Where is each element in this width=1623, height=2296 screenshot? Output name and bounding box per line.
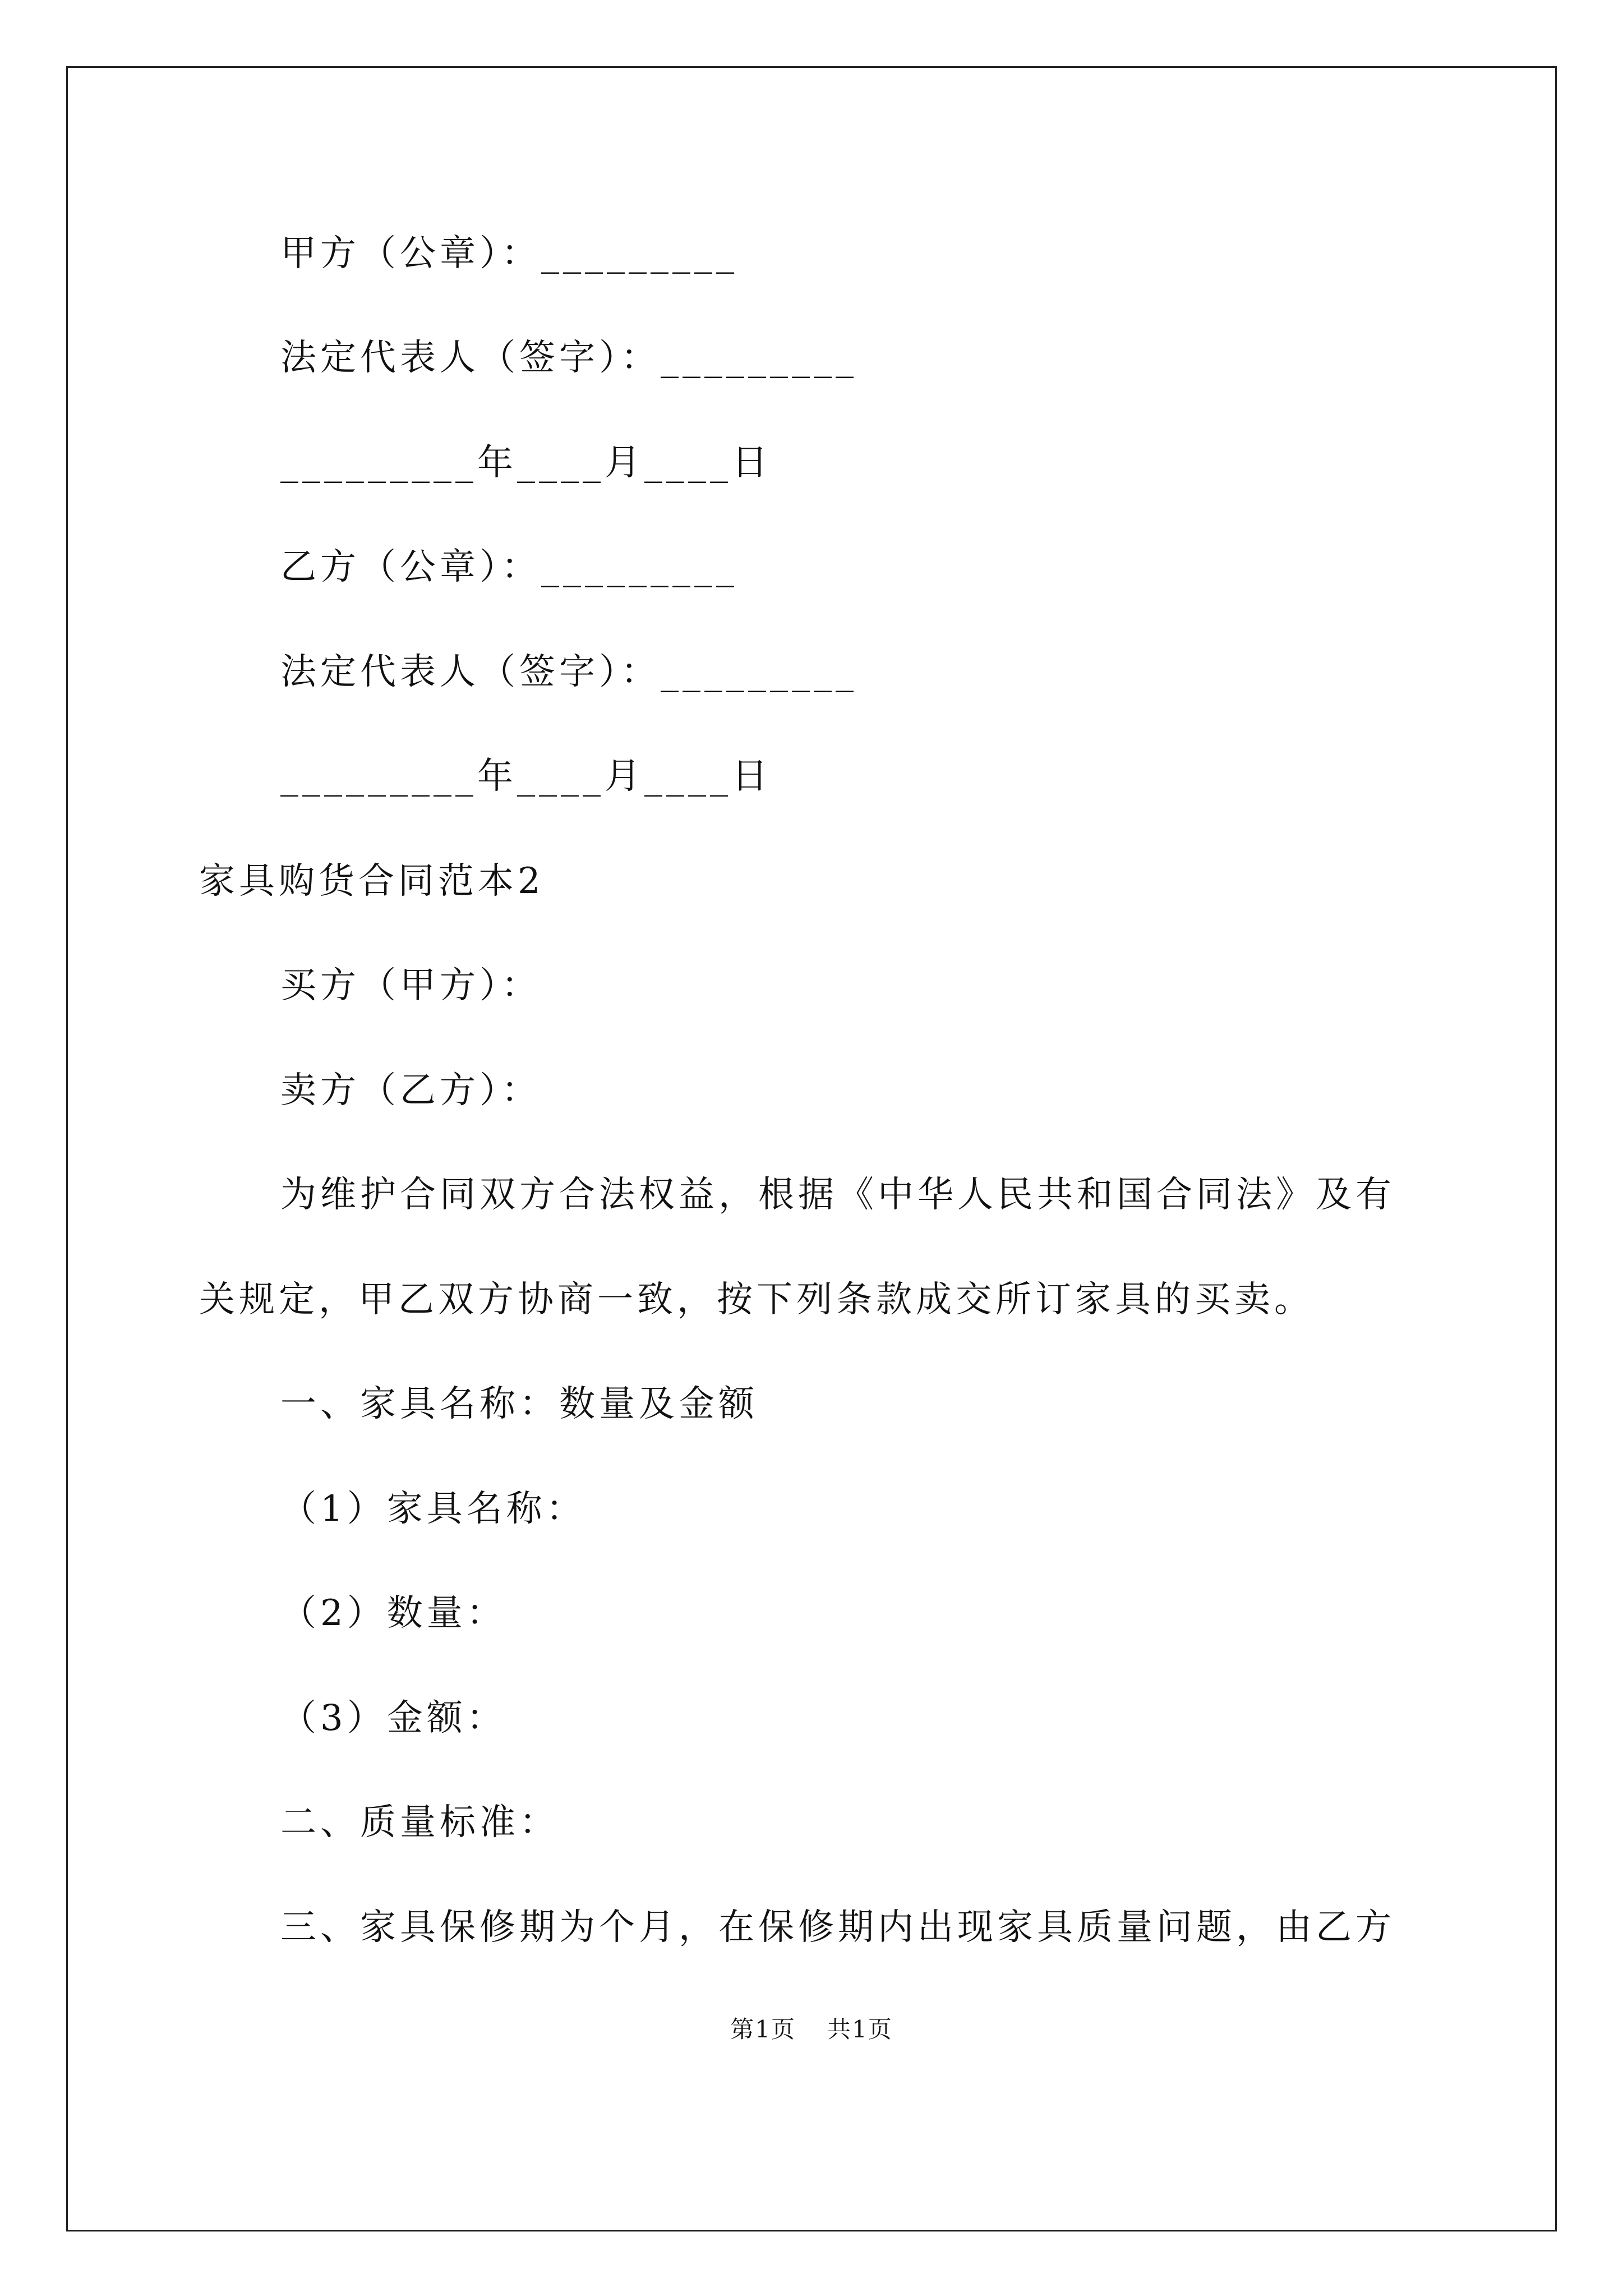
clause-1-heading: 一、家具名称：数量及金额 bbox=[280, 1383, 758, 1425]
page-number: 第1页 bbox=[730, 2016, 796, 2043]
clause-1-item-1: （1）家具名称： bbox=[280, 1488, 586, 1530]
party-a-seal-line: 甲方（公章）：_________ bbox=[280, 233, 738, 274]
preamble-line-2: 关规定，甲乙双方协商一致，按下列条款成交所订家具的买卖。 bbox=[199, 1279, 1314, 1320]
buyer-line: 买方（甲方）： bbox=[280, 965, 541, 1006]
seller-line: 卖方（乙方）： bbox=[280, 1070, 541, 1111]
clause-3-line-1: 三、家具保修期为个月，在保修期内出现家具质量问题，由乙方 bbox=[280, 1907, 1395, 1948]
clause-1-item-3: （3）金额： bbox=[280, 1697, 506, 1739]
party-b-seal-line: 乙方（公章）：_________ bbox=[280, 546, 738, 588]
clause-2-heading: 二、质量标准： bbox=[280, 1802, 559, 1843]
party-a-date-line: _________年____月____日 bbox=[280, 442, 772, 484]
section-heading: 家具购货合同范本2 bbox=[199, 861, 545, 902]
page-total: 共1页 bbox=[827, 2016, 893, 2043]
party-b-date-line: _________年____月____日 bbox=[280, 756, 772, 797]
clause-1-item-2: （2）数量： bbox=[280, 1593, 506, 1634]
page-footer bbox=[0, 2014, 1623, 2045]
party-a-representative-line: 法定代表人（签字）：_________ bbox=[280, 337, 857, 379]
party-b-representative-line: 法定代表人（签字）：_________ bbox=[280, 651, 857, 693]
preamble-line-1: 为维护合同双方合法权益，根据《中华人民共和国合同法》及有 bbox=[280, 1174, 1395, 1216]
